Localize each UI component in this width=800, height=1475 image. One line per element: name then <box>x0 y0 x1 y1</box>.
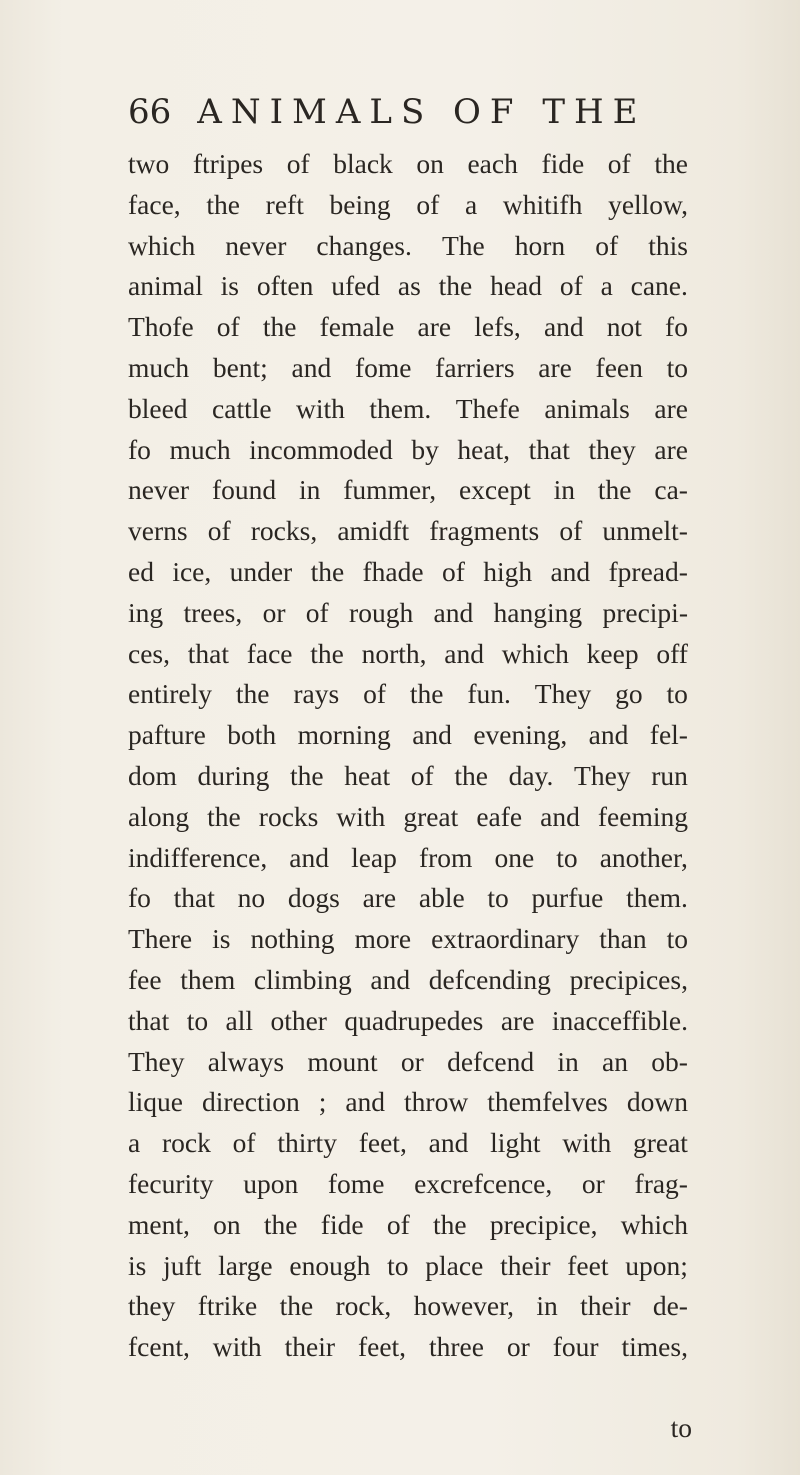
word: in <box>553 474 575 506</box>
word: upon; <box>625 1249 688 1281</box>
word: ftripes <box>192 148 264 179</box>
word: fummer, <box>343 474 437 506</box>
word: feet <box>567 1249 609 1281</box>
word: the <box>409 678 444 710</box>
word: fragments <box>429 515 540 547</box>
word: of <box>386 1208 410 1240</box>
text-line <box>128 1042 688 1083</box>
word: horn <box>514 229 566 261</box>
word: is <box>212 923 231 955</box>
word: the <box>438 270 473 302</box>
word: them <box>180 963 236 995</box>
word: three <box>428 1331 484 1363</box>
word: incommoded <box>249 433 393 465</box>
word: and <box>444 637 484 669</box>
word: in <box>299 474 321 506</box>
word: the <box>310 555 345 587</box>
word: go <box>615 678 643 710</box>
word: ob- <box>651 1045 688 1077</box>
text-line <box>128 1001 688 1042</box>
word: of <box>207 515 231 547</box>
word: not <box>606 311 642 343</box>
word: upon <box>243 1167 299 1199</box>
word: yellow, <box>608 188 688 220</box>
word: down <box>626 1086 688 1118</box>
word: fide <box>541 148 585 179</box>
text-line <box>128 511 688 552</box>
word: to <box>186 1004 209 1036</box>
word: during <box>197 759 270 791</box>
word: fo <box>128 433 151 465</box>
word: their <box>580 1290 631 1322</box>
word: mount <box>307 1045 378 1077</box>
word: or <box>262 596 286 628</box>
word: rock, <box>335 1290 392 1322</box>
word: a <box>464 188 478 220</box>
word: and <box>291 351 332 383</box>
word: they <box>128 1290 176 1322</box>
word: other <box>270 1004 327 1036</box>
word: two <box>128 148 170 179</box>
catchword: to <box>670 1412 692 1443</box>
text-line <box>128 838 688 879</box>
word: the <box>263 1208 298 1240</box>
word: feet, <box>357 1331 407 1363</box>
word: or <box>506 1331 530 1363</box>
word: their <box>500 1249 551 1281</box>
word: fo <box>128 882 151 914</box>
word: times, <box>621 1331 688 1363</box>
word: that <box>187 637 229 669</box>
word: which <box>128 229 196 261</box>
word: that <box>528 433 570 465</box>
word: found <box>211 474 277 506</box>
word: to <box>666 351 688 383</box>
text-line <box>128 1286 688 1327</box>
word: The <box>441 229 485 261</box>
word: fide <box>320 1208 364 1240</box>
word: direction <box>201 1086 300 1118</box>
word: ing <box>128 596 164 628</box>
word: precipi- <box>602 596 688 628</box>
word: except <box>458 474 531 506</box>
word: is <box>128 1249 147 1281</box>
word: thirty <box>277 1127 337 1159</box>
word: another, <box>599 841 688 873</box>
word: keep <box>586 637 639 669</box>
word: reft <box>265 188 304 220</box>
word: feet, <box>358 1127 407 1159</box>
word: Thefe <box>455 392 520 424</box>
word: the <box>433 1208 467 1240</box>
word: amidft <box>337 515 410 547</box>
word: fel- <box>649 719 688 751</box>
word: an <box>602 1045 628 1077</box>
word: much <box>128 351 190 383</box>
word: changes. <box>316 229 412 261</box>
word: large <box>218 1249 273 1281</box>
word: light <box>490 1127 541 1159</box>
word: rocks, <box>250 515 318 547</box>
word: always <box>207 1045 285 1077</box>
word: whitifh <box>502 188 583 220</box>
word: cattle <box>212 392 272 424</box>
text-line <box>128 307 688 348</box>
word: of <box>441 555 465 587</box>
word: feen <box>595 351 643 383</box>
word: animal <box>128 270 203 302</box>
word: bleed <box>128 392 188 424</box>
word: are <box>500 1004 535 1036</box>
word: defcend <box>447 1045 535 1077</box>
word: this <box>648 229 688 261</box>
word: of <box>216 311 240 343</box>
text-line <box>128 348 688 389</box>
word: frag- <box>634 1167 688 1199</box>
word: and <box>428 1127 469 1159</box>
word: which <box>501 637 569 669</box>
word: run <box>651 759 688 791</box>
word: fcent, <box>128 1331 190 1363</box>
text-line <box>128 430 688 471</box>
word: the <box>654 148 688 179</box>
word: of <box>607 148 631 179</box>
word: purfue <box>531 882 604 914</box>
word: fhade <box>362 555 424 587</box>
page-header <box>128 92 688 144</box>
word: unmelt- <box>602 515 688 547</box>
word: to <box>387 1249 409 1281</box>
word: the <box>262 311 297 343</box>
text-line <box>128 144 688 185</box>
word: fome <box>327 1167 385 1199</box>
word: however, <box>413 1290 515 1322</box>
text-line <box>128 1164 688 1205</box>
word: quadrupedes <box>344 1004 484 1036</box>
word: ftrike <box>197 1290 258 1322</box>
text-line <box>128 878 688 919</box>
word: and <box>433 596 474 628</box>
word: much <box>169 433 231 465</box>
word: female <box>319 311 395 343</box>
word: no <box>237 882 266 914</box>
word: often <box>256 270 314 302</box>
word: cane. <box>630 270 688 302</box>
word: fpread- <box>608 555 688 587</box>
word: to <box>666 678 688 710</box>
word: that <box>173 882 215 914</box>
text-line <box>128 1246 688 1287</box>
word: fome <box>354 351 412 383</box>
word: able <box>418 882 465 914</box>
body-text <box>128 144 688 1368</box>
text-line <box>128 552 688 593</box>
word: animals <box>544 392 630 424</box>
word: and <box>540 800 580 832</box>
word: all <box>225 1004 254 1036</box>
word: inacceffible. <box>551 1004 688 1036</box>
word: face <box>246 637 293 669</box>
word: and <box>370 963 411 995</box>
word: ; <box>318 1086 327 1118</box>
word: extraordinary <box>431 923 580 955</box>
word: great <box>632 1127 688 1159</box>
text-line <box>128 674 688 715</box>
word: ment, <box>128 1208 190 1240</box>
text-line <box>128 919 688 960</box>
text-line <box>128 1327 688 1368</box>
word: precipices, <box>569 963 688 995</box>
word: four <box>552 1331 599 1363</box>
word: feeming <box>597 800 688 832</box>
word: with <box>212 1331 262 1363</box>
word: They <box>128 1045 185 1077</box>
word: which <box>620 1208 688 1240</box>
word: with <box>336 800 386 832</box>
word: the <box>207 800 241 832</box>
word: place <box>425 1249 484 1281</box>
word: the <box>454 759 488 791</box>
page-number: 66 <box>128 92 172 132</box>
word: on <box>213 1208 241 1240</box>
word: excrefcence, <box>414 1167 553 1199</box>
word: are <box>362 882 397 914</box>
word: enough <box>289 1249 371 1281</box>
word: heat <box>344 759 391 791</box>
text-line <box>128 470 688 511</box>
text-line <box>128 593 688 634</box>
text-line <box>128 1082 688 1123</box>
word: entirely <box>128 678 212 710</box>
word: or <box>581 1167 605 1199</box>
word: rocks <box>258 800 319 832</box>
word: day. <box>508 759 554 791</box>
word: They <box>534 678 592 710</box>
text-line <box>128 715 688 756</box>
word: north, <box>361 637 427 669</box>
word: of <box>559 515 583 547</box>
word: ca- <box>654 474 688 506</box>
word: the <box>290 759 324 791</box>
text-line <box>128 1205 688 1246</box>
word: and <box>550 555 591 587</box>
word: off <box>656 637 688 669</box>
word: evening, <box>473 719 568 751</box>
word: are <box>654 433 688 465</box>
word: fo <box>665 311 688 343</box>
word: trees, <box>183 596 243 628</box>
word: head <box>490 270 542 302</box>
word: more <box>354 923 412 955</box>
word: and <box>412 719 452 751</box>
word: dom <box>128 759 177 791</box>
text-line <box>128 960 688 1001</box>
word: fee <box>128 963 162 995</box>
text-line <box>128 756 688 797</box>
word: of <box>559 270 583 302</box>
word: never <box>225 229 287 261</box>
word: one <box>494 841 535 873</box>
word: ces, <box>128 637 170 669</box>
word: pafture <box>128 719 206 751</box>
word: under <box>229 555 293 587</box>
word: of <box>416 188 440 220</box>
word: a <box>600 270 613 302</box>
word: face, <box>128 188 181 220</box>
word: their <box>284 1331 336 1363</box>
word: of <box>232 1127 256 1159</box>
word: that <box>128 1004 170 1036</box>
running-title: ANIMALS OF THE <box>197 92 647 132</box>
word: to <box>666 923 688 955</box>
word: ufed <box>331 270 381 302</box>
word: them. <box>626 882 688 914</box>
word: to <box>487 882 509 914</box>
word: the <box>206 188 240 220</box>
word: the <box>235 678 270 710</box>
text-line <box>128 185 688 226</box>
word: with <box>562 1127 612 1159</box>
word: never <box>128 474 190 506</box>
text-line <box>128 634 688 675</box>
word: fun. <box>467 678 511 710</box>
word: in <box>536 1290 558 1322</box>
word: dogs <box>287 882 340 914</box>
word: along <box>128 800 190 832</box>
word: farriers <box>435 351 515 383</box>
word: juft <box>163 1249 202 1281</box>
word: rough <box>349 596 414 628</box>
word: fecurity <box>128 1167 214 1199</box>
word: high <box>483 555 533 587</box>
word: black <box>333 148 393 179</box>
word: in <box>557 1045 579 1077</box>
word: Thofe <box>128 311 194 343</box>
word: the <box>597 474 632 506</box>
word: de- <box>652 1290 688 1322</box>
word: defcending <box>428 963 551 995</box>
word: of <box>305 596 329 628</box>
word: with <box>296 392 345 424</box>
word: verns <box>128 515 188 547</box>
word: hanging <box>493 596 583 628</box>
word: of <box>286 148 310 179</box>
word: precipice, <box>489 1208 598 1240</box>
word: morning <box>297 719 391 751</box>
word: ed <box>128 555 154 587</box>
word: lefs, <box>474 311 521 343</box>
word: are <box>654 392 688 424</box>
word: both <box>227 719 277 751</box>
word: great <box>403 800 459 832</box>
word: There <box>128 923 193 955</box>
text-line <box>128 1123 688 1164</box>
word: on <box>416 148 444 179</box>
word: of <box>410 759 434 791</box>
word: rays <box>293 678 340 710</box>
word: nothing <box>250 923 335 955</box>
word: ice, <box>172 555 212 587</box>
word: heat, <box>457 433 511 465</box>
word: are <box>538 351 572 383</box>
word: bent; <box>212 351 268 383</box>
word: the <box>279 1290 314 1322</box>
word: lique <box>128 1086 183 1118</box>
word: they <box>588 433 636 465</box>
word: of <box>363 678 386 710</box>
word: a <box>128 1127 141 1159</box>
word: each <box>467 148 518 179</box>
word: They <box>574 759 631 791</box>
word: to <box>556 841 578 873</box>
word: indifference, <box>128 841 268 873</box>
word: the <box>310 637 344 669</box>
word: or <box>400 1045 424 1077</box>
word: them. <box>369 392 432 424</box>
word: and <box>345 1086 386 1118</box>
word: and <box>588 719 629 751</box>
word: throw <box>404 1086 469 1118</box>
word: rock <box>162 1127 211 1159</box>
word: being <box>329 188 391 220</box>
text-line <box>128 226 688 267</box>
word: eafe <box>476 800 523 832</box>
word: from <box>418 841 473 873</box>
word: are <box>417 311 452 343</box>
word: is <box>220 270 240 302</box>
word: themfelves <box>487 1086 608 1118</box>
word: leap <box>351 841 397 873</box>
text-line <box>128 389 688 430</box>
word: as <box>397 270 421 302</box>
word: than <box>599 923 647 955</box>
word: by <box>411 433 439 465</box>
text-line <box>128 797 688 838</box>
word: and <box>543 311 584 343</box>
word: climbing <box>253 963 352 995</box>
text-line <box>128 266 688 307</box>
word: of <box>595 229 619 261</box>
word: and <box>289 841 329 873</box>
